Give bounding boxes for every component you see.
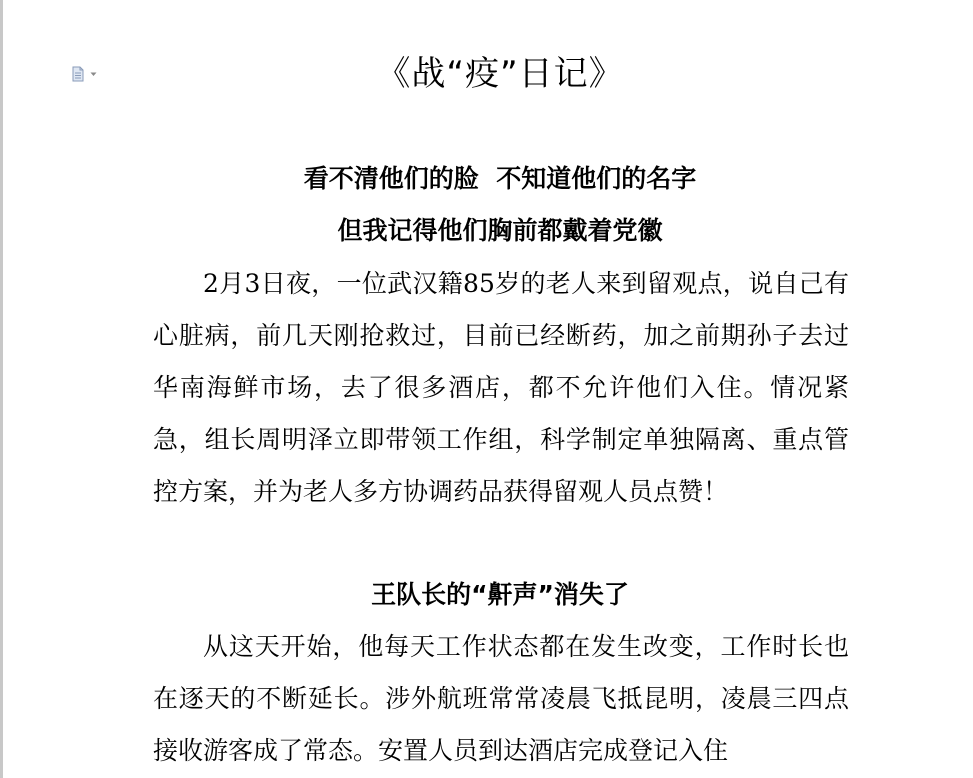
section-heading: 但我记得他们胸前都戴着党徽 xyxy=(337,216,663,245)
document-icon xyxy=(70,66,86,82)
document-page xyxy=(150,0,850,778)
section-heading: 王队长的“鼾声”消失了 xyxy=(371,580,629,609)
document-title: 《战“疫”日记》 xyxy=(376,54,624,94)
window-left-border xyxy=(0,0,3,778)
body-paragraph: 从这天开始，他每天工作状态都在发生改变，工作时长也在逐天的不断延长。涉外航班常常凌晨飞抵昆明，凌晨三四点接收游客成了常态。安置人员到达酒店完成登记入住 xyxy=(153,632,849,765)
body-paragraph: 2月3日夜，一位武汉籍85岁的老人来到留观点，说自己有心脏病，前几天刚抢救过，目前已经断药，加之前期孙子去过华南海鲜市场，去了很多酒店，都不允许他们入住。情况紧急，组长周明泽立即带领工作组，科学制定单独隔离、重点管控方案，并为老人多方协调药品获得留观人员点赞！ xyxy=(153,269,849,506)
document-menu-button[interactable] xyxy=(70,66,104,82)
section-heading: 看不清他们的脸 不知道他们的名字 xyxy=(303,164,697,193)
chevron-down-icon xyxy=(90,72,97,77)
